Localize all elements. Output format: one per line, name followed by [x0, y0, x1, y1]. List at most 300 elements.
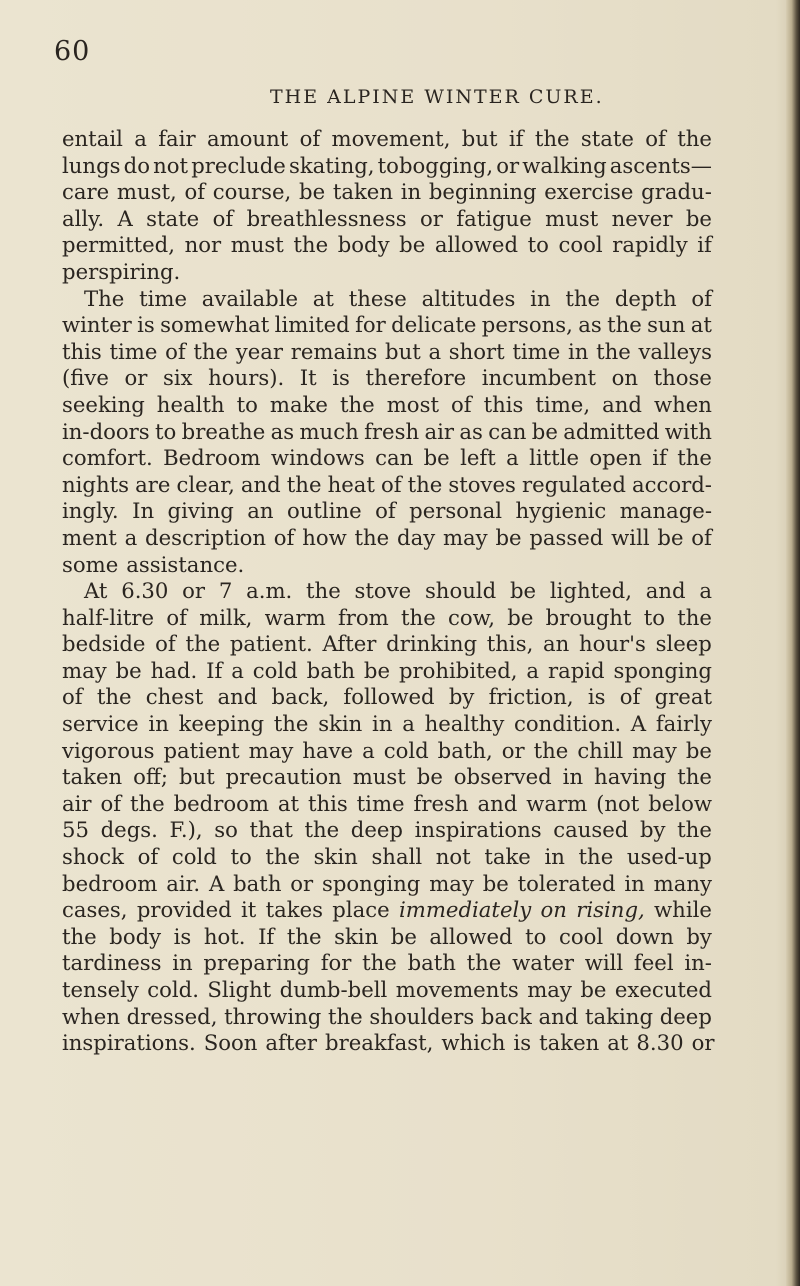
word: limited — [274, 312, 350, 338]
word: health — [156, 391, 225, 417]
word: down — [615, 923, 674, 949]
word: skin — [334, 923, 379, 949]
word: back — [480, 1003, 532, 1029]
word: outline — [287, 498, 362, 524]
word: an — [543, 631, 570, 657]
word: sun — [647, 312, 686, 338]
word: 6.30 — [121, 578, 169, 604]
word: prohibited, — [398, 657, 518, 683]
word: If — [206, 657, 223, 683]
word: by — [448, 684, 475, 710]
word: warm — [264, 604, 326, 630]
word: admitted — [563, 418, 660, 444]
word: by — [639, 817, 666, 843]
word: fatigue — [456, 205, 532, 231]
word: the — [677, 764, 712, 790]
word: at — [277, 790, 300, 816]
word: the — [677, 445, 712, 471]
word: bath — [407, 950, 456, 976]
word: of — [165, 338, 186, 364]
word: windows — [270, 445, 365, 471]
word: if — [697, 232, 712, 258]
word: incumbent — [481, 365, 597, 391]
word: great — [654, 684, 712, 710]
text-line — [62, 1030, 715, 1057]
word: must — [230, 232, 284, 258]
word: patient. — [229, 631, 313, 657]
word: the — [354, 524, 390, 550]
word: followed — [343, 684, 435, 710]
text-line — [62, 472, 712, 499]
word: back, — [271, 684, 330, 710]
word: winter — [62, 312, 132, 338]
word: observed — [453, 764, 552, 790]
word: water — [512, 950, 575, 976]
word: chest — [145, 684, 204, 710]
word: half-litre — [62, 604, 155, 630]
word: rising, — [576, 897, 645, 923]
word: of — [299, 126, 321, 151]
word: not — [435, 844, 471, 870]
word: may — [62, 657, 107, 683]
word: cold — [252, 657, 298, 683]
word: a — [124, 524, 138, 550]
word: be — [416, 764, 443, 790]
text-line — [62, 950, 712, 977]
word: after — [265, 1030, 318, 1056]
word: inspirations. — [62, 1030, 196, 1056]
word: lungs — [62, 152, 121, 178]
word: for — [355, 312, 386, 338]
word: left — [460, 445, 496, 471]
word: valleys — [638, 338, 712, 364]
word: time — [356, 790, 405, 816]
word: off; — [133, 764, 169, 790]
word: rapidly — [612, 232, 688, 258]
text-line — [62, 924, 712, 951]
text-line — [62, 126, 712, 153]
word: make — [269, 391, 328, 417]
word: hour's — [579, 631, 646, 657]
word: the — [401, 604, 436, 630]
word: takes — [265, 897, 323, 923]
word: the — [265, 844, 301, 870]
word: degs. — [100, 817, 158, 843]
word: time, — [535, 391, 591, 417]
word: sponging — [613, 657, 712, 683]
text-line — [62, 897, 712, 924]
word: be — [390, 923, 417, 949]
word: cow, — [448, 604, 495, 630]
word: taken — [62, 764, 123, 790]
word: fair — [158, 126, 196, 151]
word: with — [664, 418, 712, 444]
word: condition. — [514, 711, 622, 737]
word: open — [589, 445, 642, 471]
word: of — [375, 498, 396, 524]
word: the — [565, 285, 601, 311]
word: to — [236, 391, 258, 417]
word: as — [578, 312, 602, 338]
word: is — [137, 312, 155, 338]
word: After — [322, 631, 377, 657]
word: breakfast, — [325, 1030, 434, 1056]
word: cold. — [147, 977, 199, 1002]
word: the — [407, 471, 443, 497]
page-edge-shadow — [786, 0, 800, 1286]
word: but — [461, 126, 498, 151]
word: friction, — [488, 684, 574, 710]
word: skating, — [288, 152, 375, 178]
word: a — [231, 657, 244, 683]
word: should — [424, 578, 497, 604]
word: day — [397, 524, 436, 550]
word: as — [270, 418, 295, 444]
word: of — [62, 684, 83, 710]
word: this, — [486, 631, 534, 657]
word: taking — [585, 1003, 654, 1029]
word: to — [155, 418, 177, 444]
word: cold — [171, 844, 217, 870]
word: amount — [206, 126, 289, 151]
word: stoves — [448, 471, 516, 497]
word: little — [529, 445, 579, 471]
word: the — [185, 631, 221, 657]
word: drinking — [386, 631, 478, 657]
word: is — [587, 684, 606, 710]
word: while — [654, 897, 712, 923]
word: gradu- — [641, 179, 712, 205]
word: movement, — [331, 126, 451, 151]
word: be — [531, 418, 558, 444]
word: the — [304, 817, 340, 843]
word: (five — [62, 365, 109, 391]
word: exercise — [544, 179, 634, 205]
word: A — [208, 870, 225, 896]
word: in — [372, 711, 393, 737]
word: be — [685, 737, 712, 763]
word: caused — [553, 817, 629, 843]
word: some — [62, 551, 119, 577]
word: will — [611, 524, 650, 550]
word: regulated — [522, 471, 626, 497]
word: tensely — [62, 977, 139, 1002]
text-line — [62, 498, 712, 525]
word: available — [201, 285, 299, 311]
word: preparing — [203, 950, 310, 976]
text-line — [62, 153, 712, 180]
word: as — [459, 418, 483, 444]
word: air — [424, 418, 455, 444]
word: of — [619, 684, 641, 710]
word: in — [172, 950, 193, 976]
word: perspiring. — [62, 258, 181, 284]
word: and — [645, 578, 686, 604]
word: the — [286, 923, 322, 949]
word: personal — [409, 498, 503, 524]
word: be — [115, 657, 142, 683]
word: be — [509, 578, 537, 604]
word: deep — [350, 817, 404, 843]
word: care — [62, 179, 110, 205]
word: warm — [526, 790, 588, 816]
word: of — [137, 844, 159, 870]
word: be — [495, 524, 522, 550]
word: the — [677, 817, 712, 843]
word: time — [109, 338, 158, 364]
word: had. — [150, 657, 198, 683]
word: the — [534, 126, 570, 151]
word: for — [320, 950, 352, 976]
word: executed — [614, 977, 712, 1002]
word: breathlessness — [246, 205, 407, 231]
text-line — [62, 844, 712, 871]
word: to — [527, 232, 549, 258]
word: may — [429, 870, 474, 896]
word: Slight — [207, 977, 272, 1002]
word: ingly. — [62, 498, 119, 524]
word: of — [450, 391, 472, 417]
word: state — [146, 205, 200, 231]
text-line — [62, 977, 712, 1004]
word: at — [607, 1030, 629, 1056]
word: the — [596, 338, 631, 364]
word: year — [235, 338, 284, 364]
word: in — [624, 870, 645, 896]
word: and — [538, 1003, 579, 1029]
word: dressed, — [126, 1003, 218, 1029]
word: the — [362, 950, 397, 976]
word: bedside — [62, 631, 146, 657]
word: six — [162, 365, 193, 391]
word: fresh — [364, 418, 420, 444]
word: nights — [62, 471, 130, 497]
word: patient — [163, 737, 240, 763]
word: on — [540, 897, 567, 923]
word: from — [337, 604, 389, 630]
word: in — [567, 338, 589, 364]
word: skin — [318, 711, 363, 737]
word: the — [677, 126, 712, 151]
word: at — [690, 312, 712, 338]
word: stove — [354, 578, 412, 604]
word: remains — [290, 338, 378, 364]
word: place — [332, 897, 390, 923]
word: if — [508, 126, 524, 151]
word: brought — [545, 604, 632, 630]
word: depth — [614, 285, 677, 311]
word: of — [691, 524, 712, 550]
body-text — [62, 126, 715, 1057]
word: shock — [62, 844, 124, 870]
word: the — [607, 312, 642, 338]
word: inspirations — [414, 817, 542, 843]
word: walking — [522, 152, 607, 178]
word: entail — [62, 126, 123, 151]
word: must — [545, 205, 599, 231]
word: or — [496, 152, 520, 178]
text-line — [62, 658, 712, 685]
word: body — [337, 232, 390, 258]
word: cool — [558, 923, 604, 949]
word: of — [212, 205, 234, 231]
word: to — [643, 604, 665, 630]
word: assistance. — [126, 551, 245, 577]
word: when — [62, 1003, 120, 1029]
word: a — [402, 711, 415, 737]
word: are — [135, 471, 171, 497]
word: have — [302, 737, 354, 763]
word: be — [685, 205, 712, 231]
word: the — [340, 391, 375, 417]
word: this — [307, 790, 348, 816]
word: the — [578, 844, 614, 870]
word: below — [648, 790, 712, 816]
word: persons, — [481, 312, 573, 338]
word: time — [512, 338, 561, 364]
word: do — [123, 152, 150, 178]
running-head: THE ALPINE WINTER CURE. — [270, 86, 604, 108]
word: shall — [371, 844, 423, 870]
word: can — [375, 445, 414, 471]
text-line — [62, 605, 712, 632]
word: bedroom — [62, 870, 158, 896]
word: may — [527, 977, 572, 1002]
word: or — [182, 578, 206, 604]
word: tardiness — [62, 950, 162, 976]
word: precaution — [225, 764, 342, 790]
word: take — [484, 844, 531, 870]
word: is — [173, 923, 192, 949]
word: can — [488, 418, 527, 444]
text-line — [62, 871, 712, 898]
word: hot. — [203, 923, 246, 949]
word: is — [513, 1030, 532, 1056]
word: the — [129, 790, 165, 816]
word: in — [400, 179, 422, 205]
word: cases, — [62, 897, 128, 923]
word: and — [217, 684, 258, 710]
word: dumb-bell — [279, 977, 388, 1002]
word: the — [62, 923, 97, 949]
word: It — [299, 365, 317, 391]
word: but — [179, 764, 215, 790]
word: or — [290, 870, 314, 896]
word: passed — [529, 524, 604, 550]
word: when — [653, 391, 712, 417]
word: altitudes — [421, 285, 516, 311]
word: be — [482, 870, 509, 896]
word: to — [525, 923, 547, 949]
word: be — [657, 524, 684, 550]
word: cool — [558, 232, 603, 258]
word: heat — [327, 471, 375, 497]
word: A — [630, 711, 647, 737]
word: ment — [62, 524, 117, 550]
word: be — [423, 445, 450, 471]
word: description — [145, 524, 267, 550]
word: short — [448, 338, 505, 364]
word: At — [84, 578, 108, 604]
word: If — [258, 923, 275, 949]
word: the — [293, 232, 329, 258]
word: preclude — [191, 152, 286, 178]
word: if — [652, 445, 667, 471]
word: or — [124, 365, 148, 391]
word: those — [653, 365, 712, 391]
word: vigorous — [62, 737, 155, 763]
word: of — [155, 631, 176, 657]
text-line — [62, 817, 712, 844]
word: be — [507, 604, 534, 630]
word: be — [580, 977, 607, 1002]
word: movements — [395, 977, 519, 1002]
word: chill — [577, 737, 624, 763]
text-line — [62, 392, 712, 419]
word: in — [148, 711, 169, 737]
word: In — [132, 498, 155, 524]
word: tolerated — [517, 870, 616, 896]
word: of — [166, 604, 187, 630]
word: never — [611, 205, 673, 231]
text-line — [62, 631, 712, 658]
word: not — [153, 152, 189, 178]
text-line — [62, 764, 712, 791]
word: giving — [167, 498, 234, 524]
word: in — [562, 764, 584, 790]
text-line — [62, 738, 712, 765]
word: skin — [313, 844, 358, 870]
word: must — [352, 764, 406, 790]
word: deep — [659, 1003, 712, 1029]
word: but — [385, 338, 421, 364]
word: manage- — [619, 498, 712, 524]
word: Soon — [203, 1030, 258, 1056]
text-line — [62, 552, 712, 579]
text-line — [62, 286, 712, 313]
word: a — [506, 445, 519, 471]
word: 8.30 — [636, 1030, 684, 1056]
word: which — [441, 1030, 506, 1056]
word: body — [109, 923, 162, 949]
word: air. — [166, 870, 201, 896]
word: or — [691, 1030, 715, 1056]
page-number: 60 — [54, 36, 91, 67]
word: by — [686, 923, 712, 949]
word: bath — [306, 657, 356, 683]
word: cold — [383, 737, 429, 763]
word: course, — [212, 179, 292, 205]
word: the — [328, 1003, 363, 1029]
word: a — [699, 578, 712, 604]
word: or — [419, 205, 443, 231]
word: therefore — [365, 365, 467, 391]
word: the — [193, 338, 229, 364]
word: may — [442, 524, 488, 550]
word: a — [134, 126, 147, 151]
word: taken — [539, 1030, 600, 1056]
word: of — [100, 790, 122, 816]
word: must, — [116, 179, 177, 205]
word: be — [399, 232, 426, 258]
word: much — [299, 418, 359, 444]
word: most — [386, 391, 439, 417]
word: service — [62, 711, 139, 737]
word: the — [466, 950, 502, 976]
word: keeping — [178, 711, 265, 737]
text-line — [62, 525, 712, 552]
word: of — [380, 471, 402, 497]
